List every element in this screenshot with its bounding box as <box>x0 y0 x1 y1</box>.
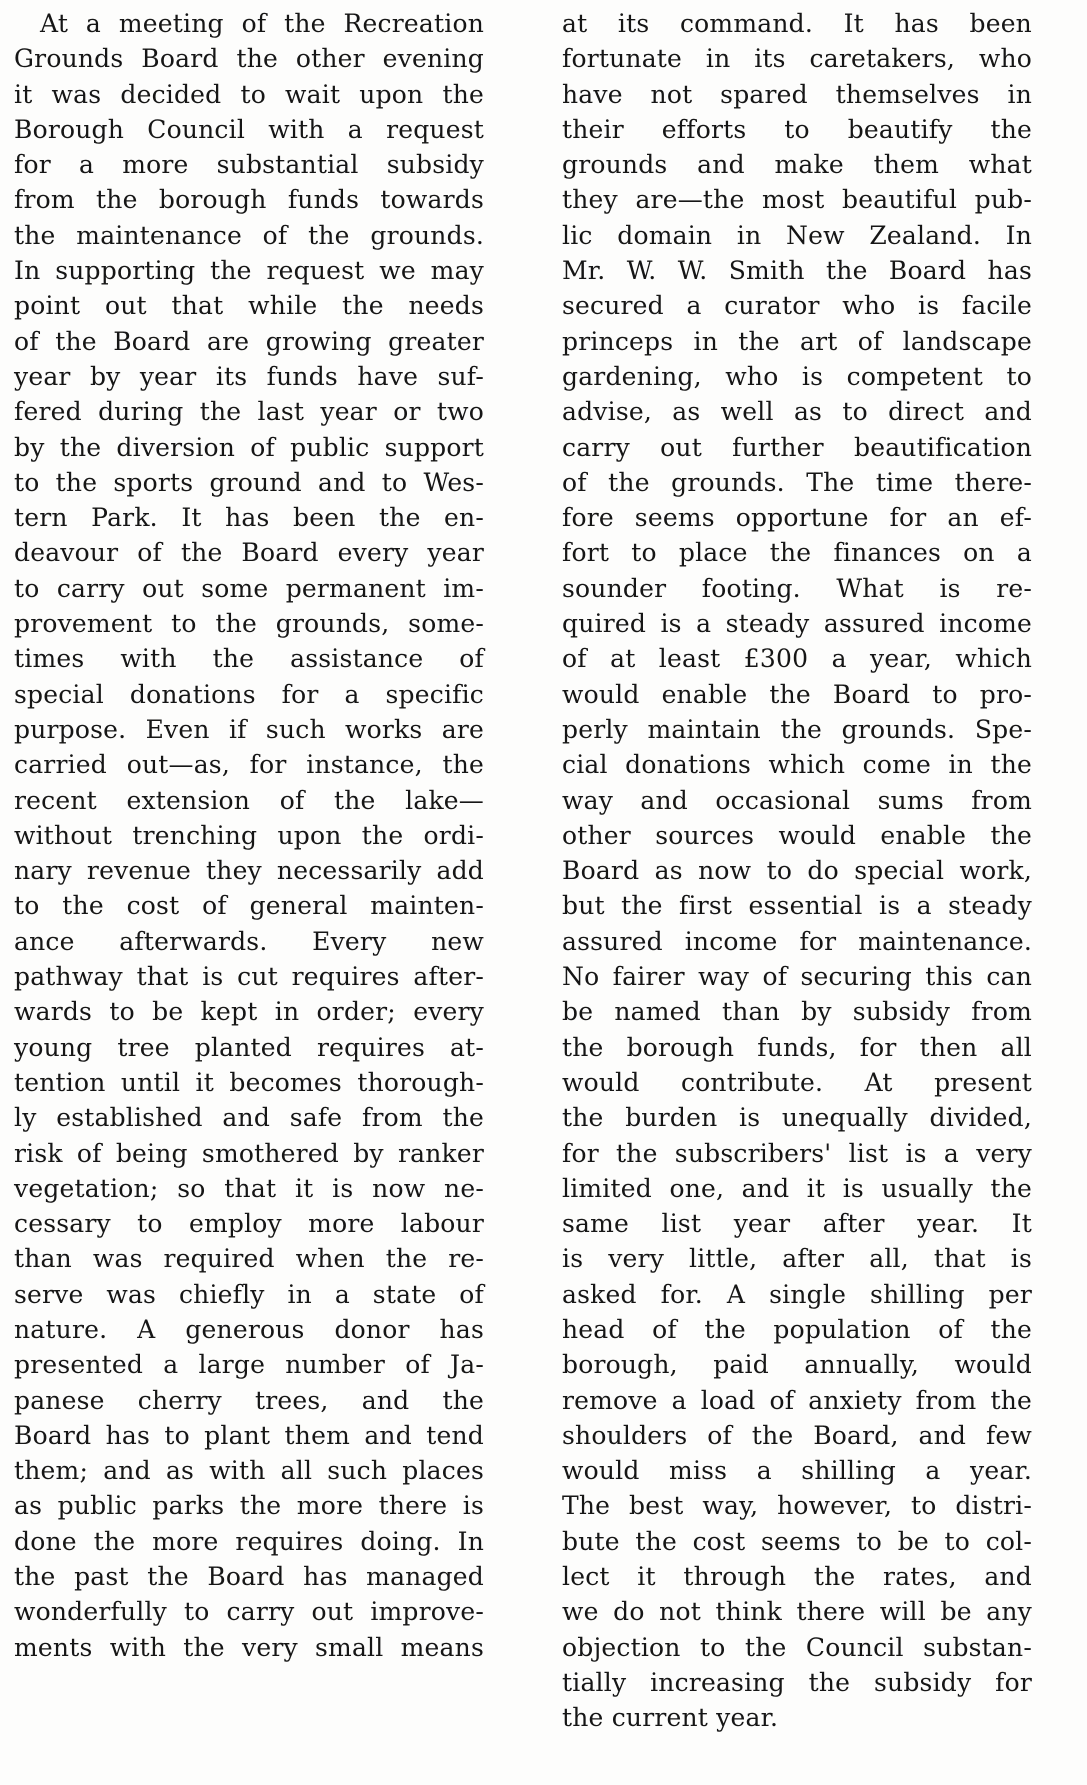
text-line: to the cost of general mainten- <box>14 891 484 921</box>
text-line: At a meeting of the Recreation <box>40 9 484 38</box>
text-line: year by year its funds have suf- <box>14 361 484 391</box>
text-line: done the more requires doing. In <box>14 1526 484 1556</box>
text-line: by the diversion of public support <box>14 432 484 462</box>
right-text-column <box>562 6 1032 1736</box>
text-line: nary revenue they necessarily add <box>14 856 484 886</box>
text-line: from the borough funds towards <box>14 185 484 215</box>
text-line: of the grounds. The time there- <box>562 467 1032 497</box>
text-line: cial donations which come in the <box>562 750 1032 780</box>
text-line: for the subscribers' list is a very <box>562 1138 1032 1168</box>
text-line: lic domain in New Zealand. In <box>562 220 1032 250</box>
text-line: serve was chiefly in a state of <box>14 1279 484 1309</box>
text-line: In supporting the request we may <box>14 256 484 286</box>
text-line: same list year after year. It <box>562 1209 1032 1239</box>
text-line: recent extension of the lake— <box>14 785 484 815</box>
text-line: would contribute. At present <box>562 1067 1032 1097</box>
text-line: carry out further beautification <box>562 432 1032 462</box>
text-line: point out that while the needs <box>14 291 484 321</box>
text-line: without trenching upon the ordi- <box>14 820 484 850</box>
text-line: have not spared themselves in <box>562 79 1032 109</box>
text-line: ly established and safe from the <box>14 1103 484 1133</box>
text-line: limited one, and it is usually the <box>562 1173 1032 1203</box>
text-line: tially increasing the subsidy for <box>562 1667 1032 1697</box>
text-line: borough, paid annually, would <box>562 1350 1032 1380</box>
text-line: deavour of the Board every year <box>14 538 484 568</box>
text-line: carried out—as, for instance, the <box>14 750 484 780</box>
text-line: the borough funds, for then all <box>562 1032 1032 1062</box>
text-line: the burden is unequally divided, <box>562 1103 1032 1133</box>
text-line: perly maintain the grounds. Spe- <box>562 714 1032 744</box>
text-line: of at least £300 a year, which <box>562 644 1032 674</box>
text-line: presented a large number of Ja- <box>14 1350 484 1380</box>
text-line: nature. A generous donor has <box>14 1314 484 1344</box>
text-line: Board has to plant them and tend <box>14 1420 484 1450</box>
text-line: Mr. W. W. Smith the Board has <box>562 256 1032 286</box>
text-line: to the sports ground and to Wes- <box>14 467 484 497</box>
text-line: grounds and make them what <box>562 150 1032 180</box>
text-line: Borough Council with a request <box>14 114 484 144</box>
text-line: at its command. It has been <box>562 9 1032 38</box>
text-line: advise, as well as to direct and <box>562 397 1032 427</box>
text-line: special donations for a specific <box>14 679 484 709</box>
text-line: fort to place the finances on a <box>562 538 1032 568</box>
text-line: be named than by subsidy from <box>562 997 1032 1027</box>
text-line: secured a curator who is facile <box>562 291 1032 321</box>
text-line: wards to be kept in order; every <box>14 997 484 1027</box>
text-line: risk of being smothered by ranker <box>14 1138 484 1168</box>
text-line: princeps in the art of landscape <box>562 326 1032 356</box>
text-line: other sources would enable the <box>562 820 1032 850</box>
text-line: of the Board are growing greater <box>14 326 484 356</box>
text-line: quired is a steady assured income <box>562 609 1032 639</box>
text-line: fore seems opportune for an ef- <box>562 503 1032 533</box>
text-line: lect it through the rates, and <box>562 1562 1032 1592</box>
text-line: would miss a shilling a year. <box>562 1456 1032 1486</box>
text-line: ments with the very small means <box>14 1632 484 1662</box>
text-line: panese cherry trees, and the <box>14 1385 484 1415</box>
text-line: pathway that is cut requires after- <box>14 962 484 992</box>
text-line: remove a load of anxiety from the <box>562 1385 1032 1415</box>
text-line: sounder footing. What is re- <box>562 573 1032 603</box>
text-line: assured income for maintenance. <box>562 926 1032 956</box>
text-line: fered during the last year or two <box>14 397 484 427</box>
text-line: tention until it becomes thorough- <box>14 1067 484 1097</box>
text-line: it was decided to wait upon the <box>14 79 484 109</box>
text-line: objection to the Council substan- <box>562 1632 1032 1662</box>
text-line: we do not think there will be any <box>562 1597 1032 1627</box>
text-line: head of the population of the <box>562 1314 1032 1344</box>
text-line: than was required when the re- <box>14 1244 484 1274</box>
text-line: bute the cost seems to be to col- <box>562 1526 1032 1556</box>
text-line: shoulders of the Board, and few <box>562 1420 1032 1450</box>
text-line: as public parks the more there is <box>14 1491 484 1521</box>
text-line: but the first essential is a steady <box>562 891 1032 921</box>
text-line: is very little, after all, that is <box>562 1244 1032 1274</box>
text-line: way and occasional sums from <box>562 785 1032 815</box>
text-line: for a more substantial subsidy <box>14 150 484 180</box>
text-line: the current year. <box>562 1703 779 1733</box>
text-line: vegetation; so that it is now ne- <box>14 1173 484 1203</box>
text-line: times with the assistance of <box>14 644 484 674</box>
text-line: No fairer way of securing this can <box>562 962 1032 992</box>
text-line: fortunate in its caretakers, who <box>562 44 1032 74</box>
text-line: purpose. Even if such works are <box>14 714 484 744</box>
text-line: gardening, who is competent to <box>562 361 1032 391</box>
text-line: the past the Board has managed <box>14 1562 484 1592</box>
text-line: wonderfully to carry out improve- <box>14 1597 484 1627</box>
text-line: to carry out some permanent im- <box>14 573 484 603</box>
text-line: The best way, however, to distri- <box>562 1491 1032 1521</box>
text-line: the maintenance of the grounds. <box>14 220 484 250</box>
text-line: tern Park. It has been the en- <box>14 503 484 533</box>
text-line: Grounds Board the other evening <box>14 44 484 74</box>
text-line: asked for. A single shilling per <box>562 1279 1032 1309</box>
text-line: cessary to employ more labour <box>14 1209 484 1239</box>
text-line: young tree planted requires at- <box>14 1032 484 1062</box>
text-line: Board as now to do special work, <box>562 856 1032 886</box>
text-line: them; and as with all such places <box>14 1456 484 1486</box>
text-line: ance afterwards. Every new <box>14 926 484 956</box>
left-text-column <box>14 6 484 1665</box>
text-line: would enable the Board to pro- <box>562 679 1032 709</box>
text-line: their efforts to beautify the <box>562 114 1032 144</box>
text-line: provement to the grounds, some- <box>14 609 484 639</box>
text-line: they are—the most beautiful pub- <box>562 185 1032 215</box>
